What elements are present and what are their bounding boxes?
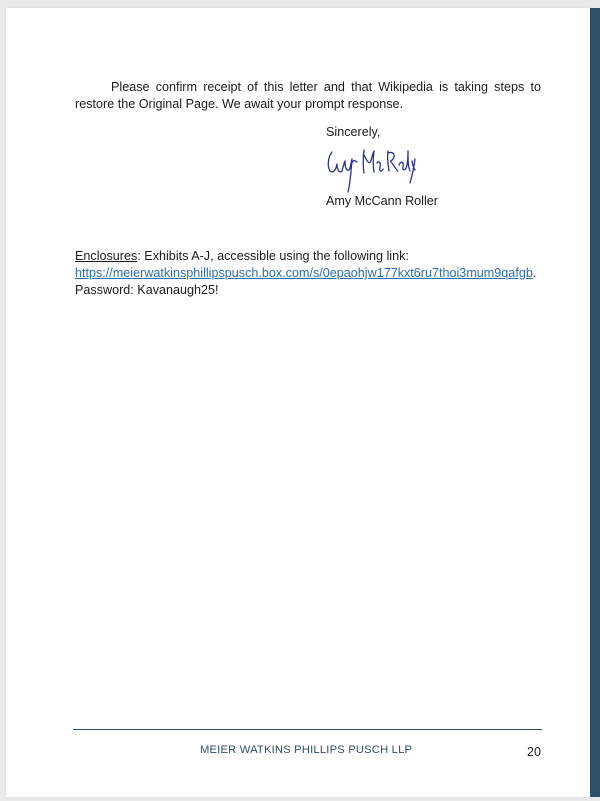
link-suffix: . <box>532 266 537 280</box>
enclosures-label: Enclosures <box>75 249 138 263</box>
box-link[interactable]: https://meierwatkinsphillipspusch.box.com/s/0epaohjw177kxt6ru7thoi3mum9qafgb <box>75 266 533 280</box>
page-edge-bar <box>590 8 600 797</box>
footer-firm-name: MEIER WATKINS PHILLIPS PUSCH LLP <box>200 744 413 756</box>
signer-name: Amy McCann Roller <box>326 194 438 208</box>
enclosures-line <box>75 248 555 265</box>
footer-rule <box>73 729 542 730</box>
enclosures-block <box>75 248 555 299</box>
body-paragraph: Please confirm receipt of this letter and that Wikipedia is taking steps to restore the Original Page. We await your prompt response. <box>75 80 541 111</box>
password-line: Password: Kavanaugh25! <box>75 283 219 297</box>
page-number: 20 <box>527 745 541 759</box>
enclosures-description: : Exhibits A-J, accessible using the following link: <box>137 249 409 263</box>
closing-salutation: Sincerely, <box>326 125 381 139</box>
document-page <box>6 8 590 797</box>
enclosures-link-line <box>75 265 555 282</box>
handwritten-signature <box>322 143 417 195</box>
